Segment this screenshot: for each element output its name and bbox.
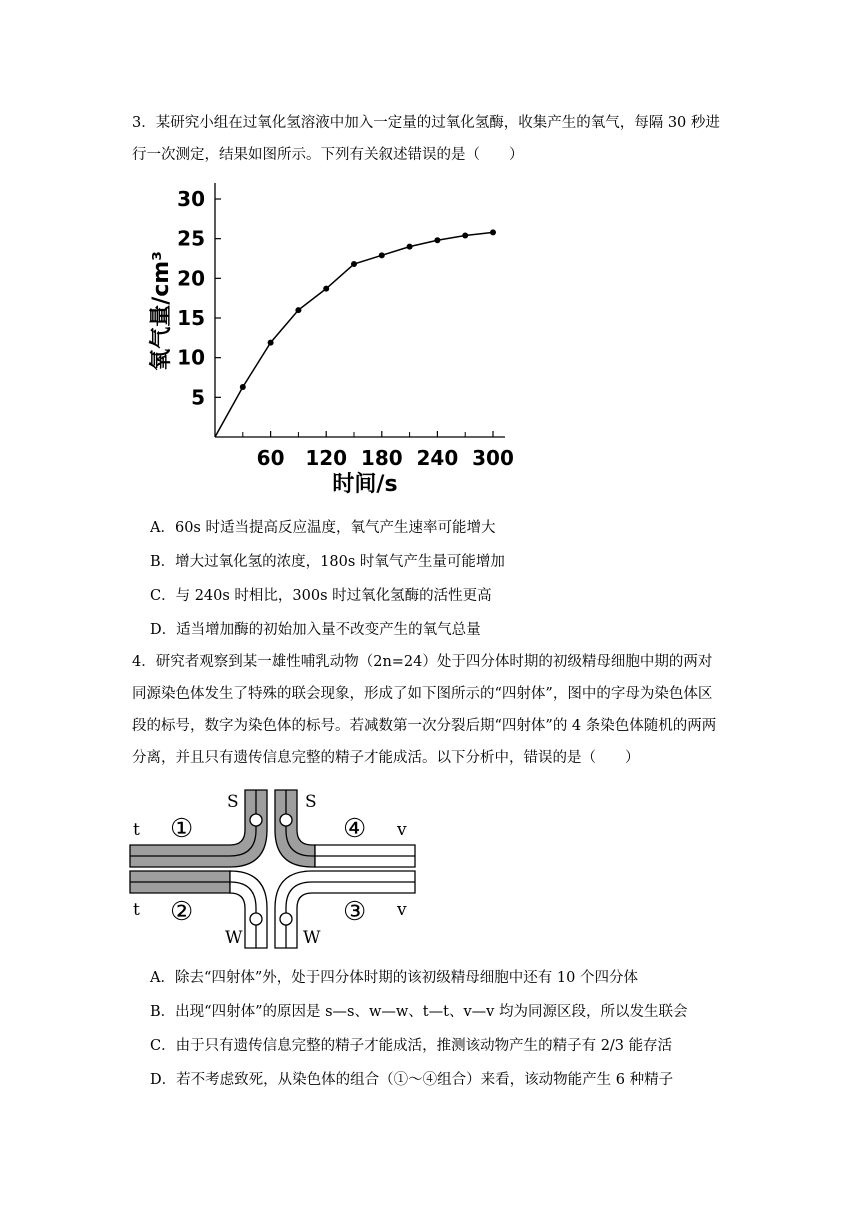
data-point [240,384,246,390]
y-tick-label: 5 [191,385,205,410]
y-tick-label: 10 [177,345,205,370]
data-point [407,244,413,250]
q4-stem-line3: 段的标号，数字为染色体的标号。若减数第一次分裂后期“四射体”的 4 条染色体随机的两两 [132,718,717,734]
label-s-left: S [227,792,239,812]
x-tick-label: 180 [360,446,403,470]
number-1: ① [170,814,194,844]
q3-option-a: A．60s 时适当提高反应温度，氧气产生速率可能增大 [150,520,496,536]
q3-option-c: C．与 240s 时相比，300s 时过氧化氢酶的活性更高 [150,588,492,604]
label-w-right: W [303,928,321,948]
data-point [490,229,496,235]
data-point [351,261,357,267]
q4-option-d: D．若不考虑致死，从染色体的组合（①～④组合）来看，该动物能产生 6 种精子 [150,1072,674,1088]
chromosome-1 [130,790,267,867]
number-2: ② [170,897,194,927]
y-axis-label: 氧气量/cm³ [149,251,174,371]
oxygen-chart [140,175,520,505]
label-w-left: W [225,928,243,948]
q4-stem-line2: 同源染色体发生了特殊的联会现象，形成了如下图所示的“四射体”，图中的字母为染色体区 [132,686,713,702]
data-point [268,340,274,346]
y-tick-label: 15 [177,306,205,330]
number-3: ③ [343,897,367,927]
y-tick-label: 20 [177,266,205,291]
x-tick-label: 120 [305,446,348,470]
chart-ticks [177,187,514,470]
label-v-bottom: v [397,900,407,920]
q4-stem-line4: 分离，并且只有遗传信息完整的精子才能成活。以下分析中，错误的是（ ） [132,750,640,766]
q4-option-a: A．除去“四射体”外，处于四分体时期的该初级精母细胞中还有 10 个四分体 [150,970,638,986]
x-tick-label: 60 [256,446,285,470]
x-tick-label: 300 [472,446,514,470]
quadrivalent-diagram [125,785,425,950]
chart-series [215,229,496,437]
y-tick-label: 25 [177,226,205,251]
number-4: ④ [343,814,367,844]
q3-stem-line1: 3．某研究小组在过氧化氢溶液中加入一定量的过氧化氢酶，收集产生的氧气，每隔 30 秒进 [132,115,720,131]
q4-stem-line1: 4．研究者观察到某一雄性哺乳动物（2n=24）处于四分体时期的初级精母细胞中期的两对 [132,654,713,670]
q4-option-c: C．由于只有遗传信息完整的精子才能成活，推测该动物产生的精子有 2/3 能存活 [150,1038,673,1054]
data-point [462,232,468,238]
data-point [379,252,385,258]
label-t-top: t [133,820,140,840]
q3-option-d: D．适当增加酶的初始加入量不改变产生的氧气总量 [150,622,481,638]
q3-option-b: B．增大过氧化氢的浓度，180s 时氧气产生量可能增加 [150,554,505,570]
label-v-top: v [397,820,407,840]
label-s-right: S [305,792,317,812]
label-t-bottom: t [133,900,140,920]
chart-axes [215,183,505,437]
x-axis-label: 时间/s [332,472,398,497]
data-point [323,286,329,292]
data-point [295,307,301,313]
data-point [434,237,440,243]
q3-stem-line2: 行一次测定，结果如图所示。下列有关叙述错误的是（ ） [132,147,524,163]
chromosome-2 [130,871,267,948]
y-tick-label: 30 [177,187,205,211]
x-tick-label: 240 [416,446,459,470]
q4-option-b: B．出现“四射体”的原因是 s—s、w—w、t—t、v—v 均为同源区段，所以发生联会 [150,1004,688,1020]
